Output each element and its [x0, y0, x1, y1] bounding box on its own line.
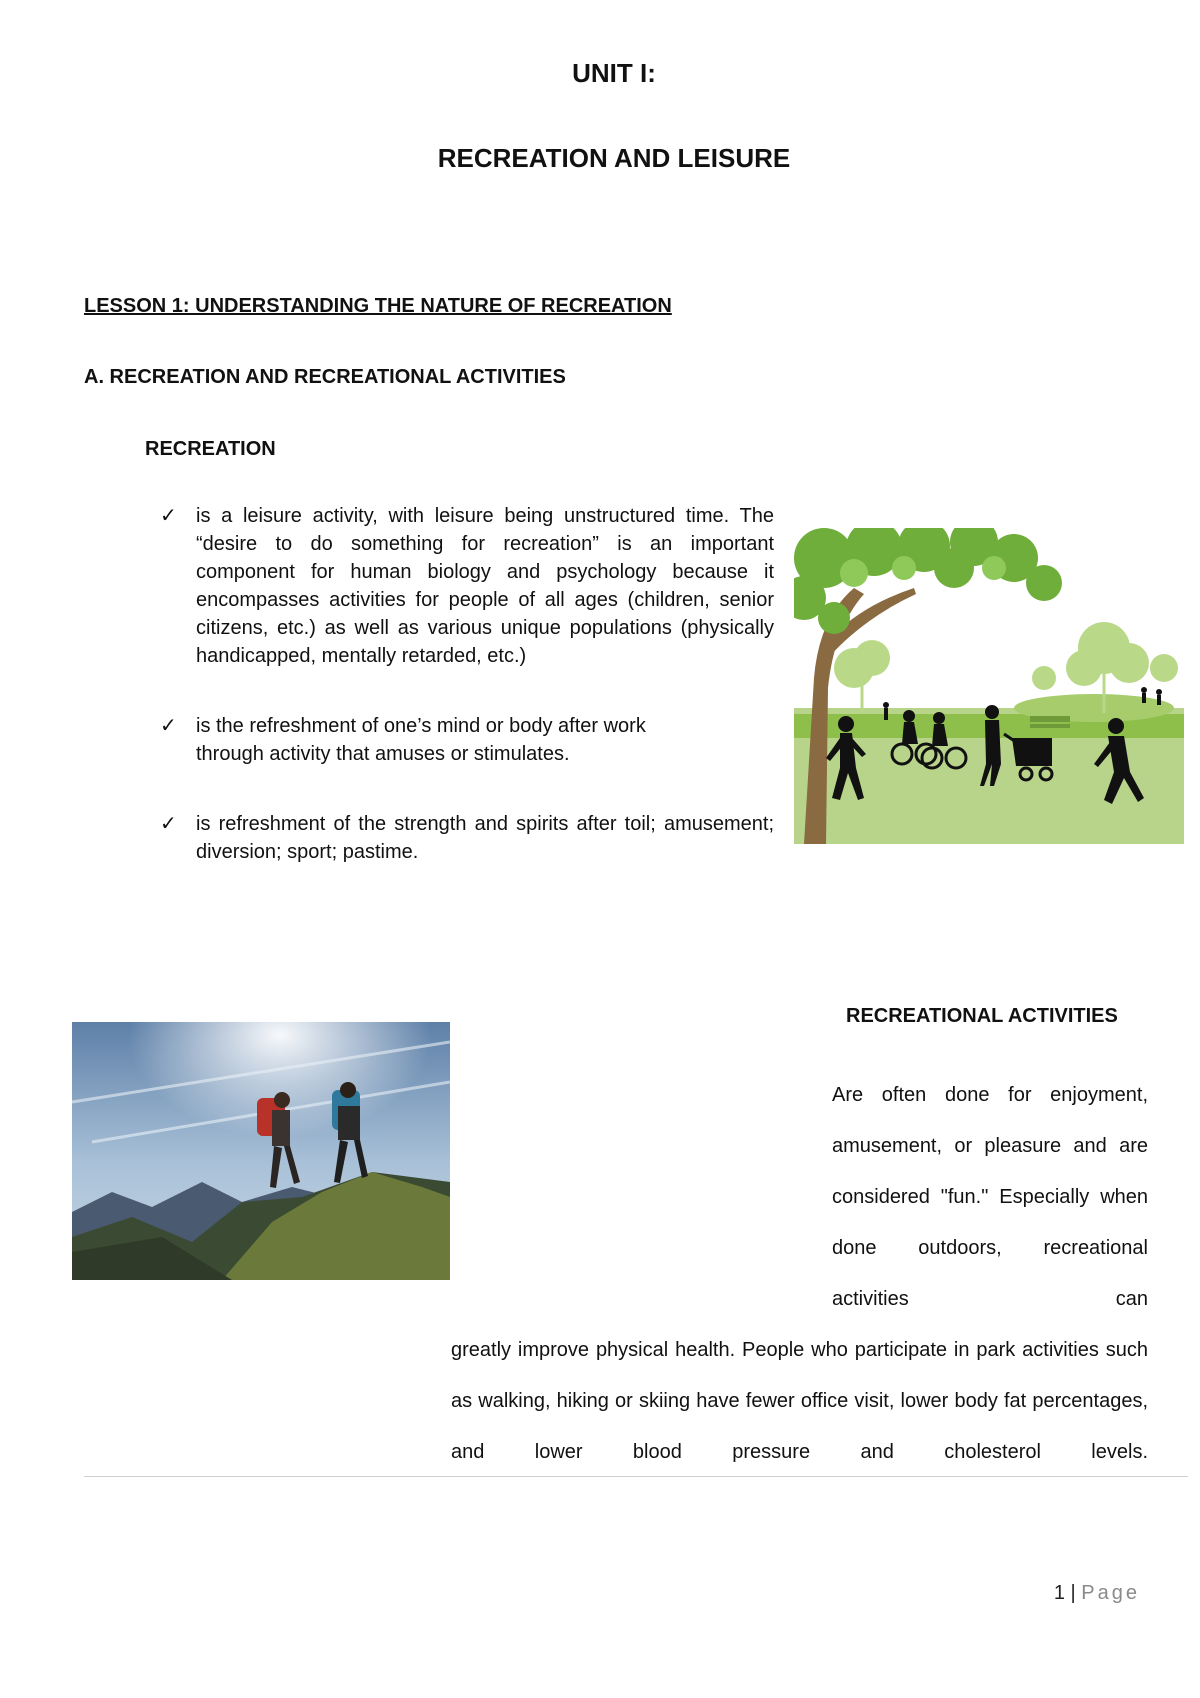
paragraph-wide: greatly improve physical health. People who participate in park activities such as walking, hiking or skiing have fewer office visit, lower body fat percentages, and lower blood pressure and cholesterol levels. — [451, 1339, 1148, 1463]
hikers-photo — [72, 1022, 450, 1280]
bullet-text: is refreshment of the strength and spirits after toil; amusement; diversion; sport; pastime. — [196, 813, 774, 863]
page-separator: | — [1070, 1582, 1076, 1604]
checkmark-icon: ✓ — [160, 505, 177, 527]
bullet-text: is a leisure activity, with leisure being unstructured time. The “desire to do something for recreation” is an important component for human biology and psychology because it encompasses activities for people of all ages (children, senior citizens, etc.) as well as various unique populations (physically handicapped, mentally retarded, etc.) — [196, 505, 774, 667]
page-footer — [1054, 1582, 1140, 1605]
park-illustration — [794, 528, 1184, 844]
recreational-activities-heading: RECREATIONAL ACTIVITIES — [846, 1005, 1118, 1027]
lesson-title: LESSON 1: UNDERSTANDING THE NATURE OF RECREATION — [84, 295, 672, 317]
page-label: Page — [1081, 1582, 1140, 1604]
bullet-text: is the refreshment of one’s mind or body after work through activity that amuses or stimulates. — [196, 715, 646, 765]
paragraph-narrow: Are often done for enjoyment, amusement, or pleasure and are considered "fun." Especially when done outdoors, recreational activities can — [832, 1084, 1148, 1310]
checkmark-icon: ✓ — [160, 813, 177, 835]
unit-title: UNIT I: — [572, 58, 656, 88]
section-heading: A. RECREATION AND RECREATIONAL ACTIVITIES — [84, 366, 566, 388]
checkmark-icon: ✓ — [160, 715, 177, 737]
recreation-heading: RECREATION — [145, 438, 276, 460]
footer-divider — [84, 1476, 1188, 1477]
page-number: 1 — [1053, 1582, 1065, 1604]
unit-subtitle: RECREATION AND LEISURE — [437, 143, 791, 173]
